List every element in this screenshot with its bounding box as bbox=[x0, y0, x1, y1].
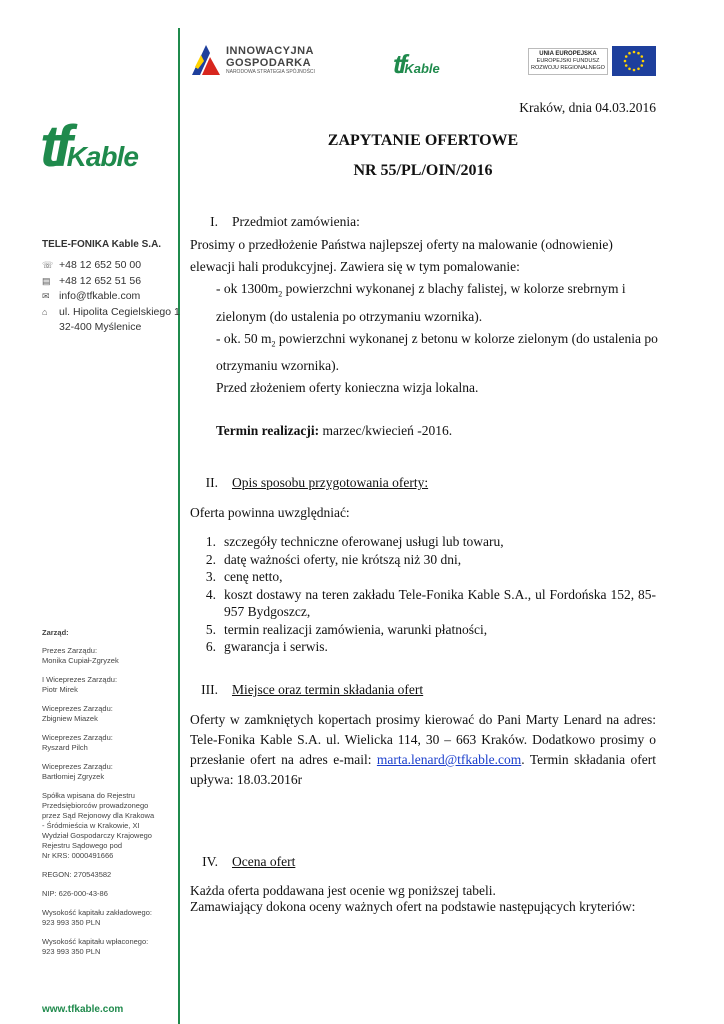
contact-fax bbox=[42, 274, 180, 290]
share-capital bbox=[42, 908, 176, 928]
website-link[interactable]: www.tfkable.com bbox=[42, 1004, 124, 1015]
registry-line: Przedsiębiorców prowadzonego bbox=[42, 801, 149, 810]
tf-kable-logo-side bbox=[40, 114, 138, 179]
board-role: I Wiceprezes Zarządu: bbox=[42, 675, 118, 684]
list-item bbox=[190, 568, 656, 586]
tf-mark-large: tf bbox=[40, 114, 67, 179]
board-role: Wiceprezes Zarządu: bbox=[42, 762, 113, 771]
submission-text: Oferty w zamkniętych kopertach prosimy kierować do Pani Marty Lenard na adres: Tele-Fonika Kable S.A. ul. Wielicka 114, 30 – 663 Kraków. Dodatkowo prosimy o przesłanie ofert na adres e-mail: bbox=[190, 712, 656, 767]
item-text: - ok. 50 m bbox=[216, 330, 272, 346]
innovation-line2: GOSPODARKA bbox=[226, 57, 312, 69]
board-block bbox=[42, 628, 176, 966]
eu-line2: EUROPEJSKI FUNDUSZ bbox=[536, 57, 600, 64]
section-4-body bbox=[190, 883, 660, 915]
item-text: - ok 1300m bbox=[216, 281, 279, 296]
section-title: Opis sposobu przygotowania oferty: bbox=[232, 475, 429, 490]
item-2 bbox=[190, 328, 660, 378]
list-text: szczegóły techniczne oferowanej usługi lub towaru, bbox=[224, 534, 504, 549]
item-text: powierzchni wykonanej z betonu w kolorze zielonym (do ustalenia po bbox=[275, 330, 658, 346]
list-text: datę ważności oferty, nie krótszą niż 30 dni, bbox=[224, 551, 462, 567]
innovation-line1: INNOWACYJNA bbox=[226, 45, 315, 57]
board-name: Zbigniew Miazek bbox=[42, 714, 98, 723]
list-item bbox=[190, 533, 656, 551]
list-text: gwarancja i serwis. bbox=[224, 639, 328, 654]
contact-address bbox=[42, 305, 180, 321]
list-text: cenę netto, bbox=[224, 569, 283, 584]
list-item bbox=[190, 551, 656, 569]
kable-mark: Kable bbox=[404, 61, 440, 76]
board-member bbox=[42, 733, 176, 753]
paid-value: 923 993 350 PLN bbox=[42, 947, 101, 956]
board-member bbox=[42, 704, 176, 724]
term-value: marzec/kwiecień -2016. bbox=[319, 423, 453, 438]
registry-info bbox=[42, 791, 176, 861]
registry-line: Wydział Gospodarczy Krajowego bbox=[42, 831, 152, 840]
section-number: I. bbox=[210, 214, 218, 229]
body-line: Prosimy o przedłożenie Państwa najlepszej oferty na malowanie (odnowienie) bbox=[190, 237, 613, 252]
offer-requirements-list bbox=[190, 533, 656, 656]
item-text: zielonym (do ustalenia po otrzymaniu wzornika). bbox=[216, 308, 483, 324]
paid-capital bbox=[42, 937, 176, 957]
contact-email-link[interactable]: marta.lenard@tfkable.com bbox=[376, 752, 522, 767]
registry-line: - Śródmieścia w Krakowie, XI bbox=[42, 821, 140, 830]
section-number: IV. bbox=[202, 854, 218, 869]
body-line: Zamawiający dokona oceny ważnych ofert na podstawie następujących kryteriów: bbox=[190, 899, 636, 914]
section-2-heading bbox=[190, 472, 656, 494]
board-role: Wiceprezes Zarządu: bbox=[42, 704, 113, 713]
board-name: Monika Cupiał-Zgryzek bbox=[42, 656, 119, 665]
email-icon: ✉ bbox=[42, 291, 50, 301]
document-number: NR 55/PL/OIN/2016 bbox=[353, 162, 493, 179]
list-item bbox=[190, 586, 656, 621]
offer-intro: Oferta powinna uwzględniać: bbox=[190, 505, 350, 520]
site-visit-note: Przed złożeniem oferty konieczna wizja lokalna. bbox=[216, 380, 479, 396]
contact-email bbox=[42, 289, 180, 305]
superscript: 2 bbox=[271, 339, 276, 349]
contact-phone bbox=[42, 258, 180, 274]
address-icon: ⌂ bbox=[42, 306, 48, 317]
term-label: Termin realizacji: bbox=[216, 423, 320, 438]
document-date: Kraków, dnia 04.03.2016 bbox=[519, 100, 656, 115]
section-number: II. bbox=[205, 475, 218, 490]
board-member bbox=[42, 762, 176, 782]
item-text: otrzymaniu wzornika). bbox=[216, 358, 339, 374]
phone-text: +48 12 652 50 00 bbox=[59, 259, 142, 271]
board-name: Ryszard Pilch bbox=[42, 743, 88, 752]
list-number: 4. bbox=[205, 586, 216, 602]
innovation-mark-icon bbox=[192, 45, 220, 75]
section-1-body bbox=[190, 234, 660, 399]
contact-address-line2: 32-400 Myślenice bbox=[59, 321, 142, 333]
address-text: ul. Hipolita Cegielskiego 1 bbox=[59, 305, 180, 318]
eu-flag-icon bbox=[612, 46, 656, 76]
vertical-divider bbox=[178, 28, 180, 1024]
innowacyjna-gospodarka-logo bbox=[192, 45, 315, 75]
eu-fund-text bbox=[528, 48, 608, 75]
board-name: Bartłomiej Zgryzek bbox=[42, 772, 105, 781]
contact-block bbox=[42, 258, 180, 336]
board-name: Piotr Mirek bbox=[42, 685, 78, 694]
board-member bbox=[42, 646, 176, 666]
section-title: Ocena ofert bbox=[232, 854, 296, 869]
list-number: 5. bbox=[205, 621, 216, 637]
nip: NIP: 626-000-43-86 bbox=[42, 889, 108, 898]
company-name: TELE-FONIKA Kable S.A. bbox=[42, 239, 162, 250]
document-title: ZAPYTANIE OFERTOWE bbox=[327, 132, 519, 149]
section-title: Przedmiot zamówienia: bbox=[232, 214, 360, 229]
submission-deadline: . Termin składania ofert upływa: 18.03.2016r bbox=[190, 752, 656, 787]
registry-line: Nr KRS: 0000491666 bbox=[42, 851, 114, 860]
list-item bbox=[190, 638, 656, 656]
fax-icon: ▤ bbox=[42, 275, 51, 286]
section-title: Miejsce oraz termin składania ofert bbox=[232, 682, 424, 697]
list-text: termin realizacji zamówienia, warunki płatności, bbox=[224, 621, 488, 637]
superscript: 2 bbox=[278, 289, 283, 299]
section-1-heading bbox=[190, 211, 656, 233]
realization-term bbox=[216, 420, 452, 442]
capital-value: 923 993 350 PLN bbox=[42, 918, 101, 927]
kable-mark-large: Kable bbox=[66, 141, 138, 172]
eu-line3: ROZWOJU REGIONALNEGO bbox=[531, 64, 605, 71]
section-4-heading bbox=[190, 851, 656, 873]
registry-line: Spółka wpisana do Rejestru bbox=[42, 791, 135, 800]
list-number: 6. bbox=[205, 639, 216, 654]
innovation-line3: NARODOWA STRATEGIA SPÓJNOŚCI bbox=[226, 69, 315, 75]
board-title: Zarząd: bbox=[42, 628, 69, 637]
list-number: 2. bbox=[205, 551, 216, 567]
eu-logo bbox=[528, 46, 656, 76]
email-text: info@tfkable.com bbox=[59, 290, 141, 302]
eu-line1: UNIA EUROPEJSKA bbox=[539, 50, 597, 57]
list-number: 1. bbox=[205, 534, 216, 549]
body-line: elewacji hali produkcyjnej. Zawiera się w tym pomalowanie: bbox=[190, 259, 520, 274]
board-member bbox=[42, 675, 176, 695]
section-number: III. bbox=[201, 682, 218, 697]
board-role: Prezes Zarządu: bbox=[42, 646, 98, 655]
tf-mark: tf bbox=[393, 49, 405, 79]
item-1 bbox=[190, 278, 660, 328]
board-role: Wiceprezes Zarządu: bbox=[42, 733, 113, 742]
tf-kable-logo-top bbox=[393, 49, 440, 80]
capital-label: Wysokość kapitału zakładowego: bbox=[42, 908, 152, 917]
phone-icon: ☏ bbox=[42, 260, 54, 270]
paid-label: Wysokość kapitału wpłaconego: bbox=[42, 937, 149, 946]
regon: REGON: 270543582 bbox=[42, 870, 112, 879]
list-item bbox=[190, 621, 656, 639]
list-number: 3. bbox=[205, 569, 216, 584]
section-3-heading bbox=[190, 679, 656, 701]
registry-line: przez Sąd Rejonowy dla Krakowa bbox=[42, 811, 155, 820]
fax-text: +48 12 652 51 56 bbox=[59, 274, 142, 287]
registry-line: Rejestru Sądowego pod bbox=[42, 841, 123, 850]
item-text: powierzchni wykonanej z blachy falistej, w kolorze srebrnym i bbox=[282, 281, 626, 296]
body-line: Każda oferta poddawana jest ocenie wg poniższej tabeli. bbox=[190, 883, 496, 898]
list-text: koszt dostawy na teren zakładu Tele-Fonika Kable S.A., ul Fordońska 152, 85-957 Bydgoszcz, bbox=[224, 586, 656, 619]
section-3-body bbox=[190, 710, 656, 790]
